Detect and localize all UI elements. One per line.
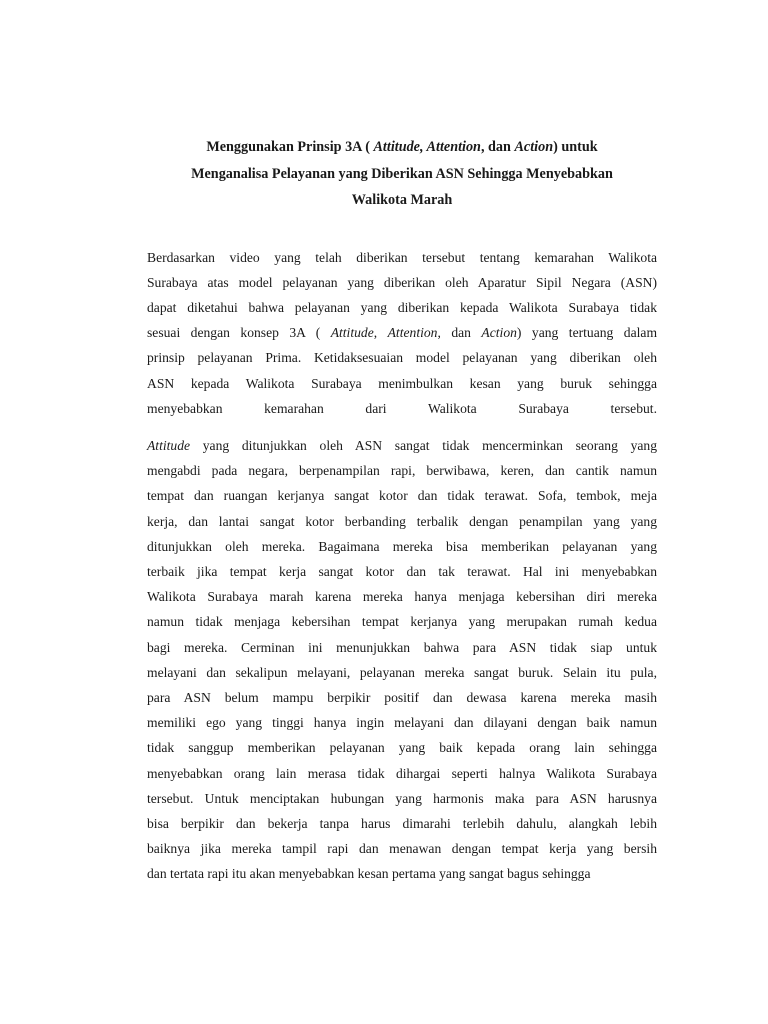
italic-term: Attitude, Attention	[373, 139, 481, 155]
text-run: tempat dan ruangan kerjanya sangat kotor dan tidak terawat. Sofa, tembok, meja	[147, 488, 657, 504]
paragraph-line	[147, 433, 657, 458]
title-line	[147, 134, 657, 161]
text-run: ASN kepada Walikota Surabaya menimbulkan kesan yang buruk sehingga	[147, 375, 657, 391]
paragraph-line	[147, 396, 657, 421]
text-run: dan tertata rapi itu akan menyebabkan kesan pertama yang sangat bagus sehingga	[147, 866, 591, 882]
italic-term: Action	[514, 139, 554, 155]
paragraph-line	[147, 735, 657, 760]
text-run: sesuai dengan konsep 3A (	[147, 325, 331, 341]
italic-term: Action	[481, 325, 517, 341]
title-line	[147, 187, 657, 214]
paragraph-line	[147, 761, 657, 786]
text-run: kerja, dan lantai sangat kotor berbanding terbalik dengan penampilan yang yang	[147, 513, 657, 529]
document-page	[147, 134, 657, 887]
paragraph-line	[147, 559, 657, 584]
paragraph-line	[147, 584, 657, 609]
text-run: terbaik jika tempat kerja sangat kotor dan tak terawat. Hal ini menyebabkan	[147, 563, 657, 579]
italic-term: Attitude	[147, 437, 191, 453]
italic-term: Attention	[387, 325, 438, 341]
paragraph-line	[147, 509, 657, 534]
paragraph-line	[147, 295, 657, 320]
text-run: , dan	[437, 325, 482, 341]
text-run: Menggunakan Prinsip 3A (	[206, 139, 374, 155]
text-run: memiliki ego yang tinggi hanya ingin melayani dan dilayani dengan baik namun	[147, 715, 657, 731]
body-paragraph	[147, 245, 657, 421]
text-run: mengabdi pada negara, berpenampilan rapi, berwibawa, keren, dan cantik namun	[147, 463, 657, 479]
paragraph-line	[147, 270, 657, 295]
text-run: tersebut. Untuk menciptakan hubungan yang harmonis maka para ASN harusnya	[147, 790, 657, 806]
paragraph-line	[147, 320, 657, 345]
italic-term: Attitude	[330, 325, 374, 341]
text-run: Walikota Surabaya marah karena mereka hanya menjaga kebersihan diri mereka	[147, 589, 657, 605]
text-run: baiknya jika mereka tampil rapi dan menawan dengan tempat kerja yang bersih	[147, 841, 657, 857]
paragraph-line	[147, 458, 657, 483]
text-run: dapat diketahui bahwa pelayanan yang diberikan kepada Walikota Surabaya tidak	[147, 299, 657, 315]
paragraph-line	[147, 245, 657, 270]
paragraph-line	[147, 534, 657, 559]
text-run: melayani dan sekalipun melayani, pelayanan mereka sangat buruk. Selain itu pula,	[147, 664, 657, 680]
document-title	[147, 134, 657, 214]
text-run: ) untuk	[553, 139, 598, 155]
text-run: namun tidak menjaga kebersihan tempat kerjanya yang merupakan rumah kedua	[147, 614, 657, 630]
text-run: , dan	[480, 139, 515, 155]
text-run: Berdasarkan video yang telah diberikan tersebut tentang kemarahan Walikota	[147, 249, 657, 265]
paragraph-line	[147, 861, 657, 886]
text-run: menyebabkan orang lain merasa tidak dihargai seperti halnya Walikota Surabaya	[147, 765, 657, 781]
paragraph-line	[147, 483, 657, 508]
paragraph-line	[147, 345, 657, 370]
text-run: bagi mereka. Cerminan ini menunjukkan bahwa para ASN tidak siap untuk	[147, 639, 657, 655]
paragraph-line	[147, 635, 657, 660]
paragraph-line	[147, 811, 657, 836]
text-run: ,	[373, 325, 388, 341]
paragraph-line	[147, 710, 657, 735]
text-run: Surabaya atas model pelayanan yang diberikan oleh Aparatur Sipil Negara (ASN)	[147, 274, 657, 290]
document-body	[147, 245, 657, 887]
paragraph-line	[147, 371, 657, 396]
text-run: Walikota Marah	[351, 192, 453, 208]
text-run: menyebabkan kemarahan dari Walikota Surabaya tersebut.	[147, 400, 657, 416]
title-line	[147, 161, 657, 188]
text-run: bisa berpikir dan bekerja tanpa harus dimarahi terlebih dahulu, alangkah lebih	[147, 815, 657, 831]
text-run: para ASN belum mampu berpikir positif dan dewasa karena mereka masih	[147, 689, 657, 705]
body-paragraph	[147, 433, 657, 887]
paragraph-line	[147, 786, 657, 811]
text-run: tidak sanggup memberikan pelayanan yang baik kepada orang lain sehingga	[147, 740, 657, 756]
text-run: prinsip pelayanan Prima. Ketidaksesuaian model pelayanan yang diberikan oleh	[147, 350, 657, 366]
text-run: ) yang tertuang dalam	[516, 325, 658, 341]
text-run: Menganalisa Pelayanan yang Diberikan ASN Sehingga Menyebabkan	[191, 165, 613, 182]
paragraph-line	[147, 836, 657, 861]
paragraph-line	[147, 685, 657, 710]
paragraph-line	[147, 609, 657, 634]
text-run: yang ditunjukkan oleh ASN sangat tidak mencerminkan seorang yang	[190, 437, 657, 453]
paragraph-line	[147, 660, 657, 685]
text-run: ditunjukkan oleh mereka. Bagaimana mereka bisa memberikan pelayanan yang	[147, 538, 657, 554]
